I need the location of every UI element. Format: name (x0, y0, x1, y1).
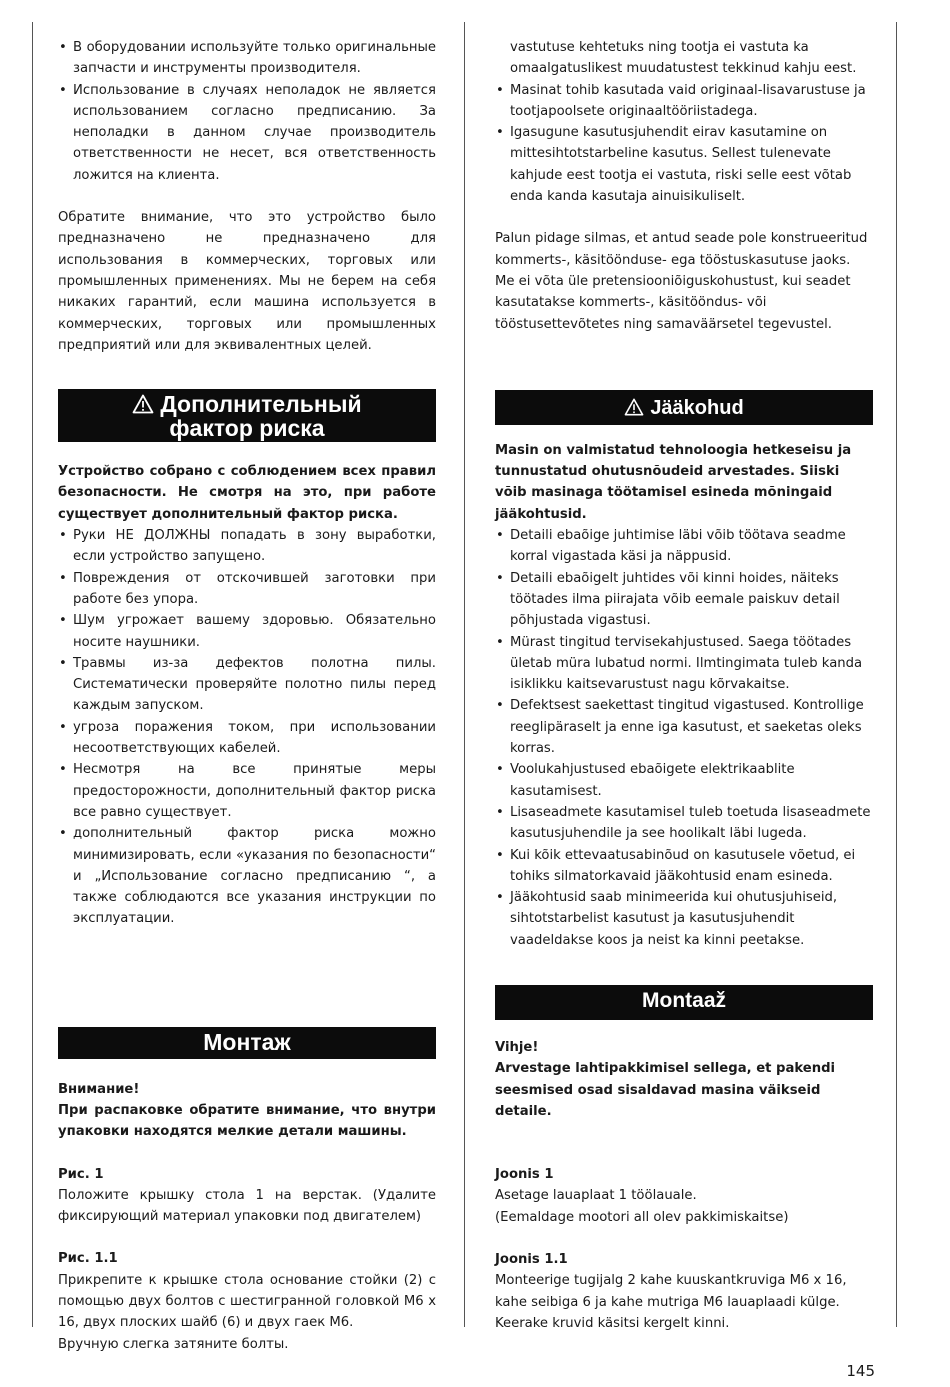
et-risk-heading (495, 390, 873, 425)
et-risk-title: Jääkohud (650, 396, 744, 419)
ru-fig11-text: Прикрепите к крышке стола основание стойки (2) с помощью двух болтов с шестигранной головкой М6 х 16, двух плоских шайб (6) и двух гаек М6. (58, 1272, 436, 1331)
list-item: • Voolukahjustused ebaõigete elektrikaablite kasutamisest. (495, 759, 873, 802)
list-item: • дополнительный фактор риска можно минимизировать, если «указания по безопасности“ и „Использование согласно предписанию “, а также соблюдаются все указания инструкции по эксплуатации. (58, 823, 436, 929)
ru-intro-paragraph: Обратите внимание, что это устройство было предназначено не предназначено для использования в коммерческих, торговых или промышленных применениях. Мы не берем на себя никаких гарантий, если машина используется в коммерческих, торговых или промышленных предприятий или для эквивалентных целей. (58, 210, 436, 353)
page-number: 145 (846, 1362, 875, 1380)
center-column-rule (464, 22, 465, 1327)
list-item: • Detaili ebaõigelt juhtides või kinni hoides, näiteks töötades ilma piirajata võib eemale paiskuv detail põhjustada vigastusi. (495, 568, 873, 632)
ru-fig11-label: Рис. 1.1 (58, 1251, 118, 1267)
list-item: • Использование в случаях неполадок не является использованием согласно предписанию. За неполадки в данном случае производитель ответственности не несет, вся ответственность ложится на клиента. (58, 80, 436, 186)
list-item: • Lisaseadmete kasutamisel tuleb toetuda lisaseadmete kasutusjuhendile ja see hoolikalt läbi lugeda. (495, 802, 873, 845)
list-item: • Defektsest saekettast tingitud vigastused. Kontrollige reeglipäraselt ja enne iga kasutust, et saeketas oleks korras. (495, 695, 873, 759)
et-intro-paragraph: Palun pidage silmas, et antud seade pole konstrueeritud kommerts-, käsitöönduse- ega tööstuskasutuse jaoks. Me ei võta üle pretensiooniõiguskohustust, kui seadet kasutatakse kommerts-, käsitööndus- või tööstusettevõtetes ning samaväärsetel tegevustel. (495, 231, 868, 332)
warning-triangle-icon (132, 394, 154, 417)
list-item: • Detaili ebaõige juhtimise läbi võib töötava seadme korral vigastada käsi ja näppusid. (495, 525, 873, 568)
list-item: • В оборудовании используйте только оригинальные запчасти и инструменты производителя. (58, 37, 436, 80)
warning-triangle-icon (624, 397, 644, 419)
right-margin-rule (896, 22, 897, 1327)
list-item: • угроза поражения током, при использовании несоответствующих кабелей. (58, 717, 436, 760)
ru-note-label: Внимание! (58, 1081, 140, 1097)
et-note-text: Arvestage lahtipakkimisel sellega, et pakendi seesmised osad sisaldavad masina väikseid detaile. (495, 1061, 836, 1119)
et-fig11-text1: Monteerige tugijalg 2 kahe kuuskantkruviga M6 x 16, kahe seibiga 6 ja kahe mutriga M6 lauaplaadi külge. (495, 1273, 847, 1310)
et-risk-intro: Masin on valmistatud tehnoloogia hetkeseisu ja tunnustatud ohutusnõudeid arvestades. Siiski võib masinaga töötamisel esineda mõningaid jääkohtusid. (495, 442, 852, 522)
list-item: vastutuse kehtetuks ning tootja ei vastuta ka omaalgatuslikest muudatustest tekkinud kahju eest. (510, 40, 857, 77)
list-item: • Mürast tingitud tervisekahjustused. Saega töötades ületab müra lubatud normi. Ilmtingimata tuleb kanda isiklikku kaitsevarustust nagu kõrvakaitse. (495, 632, 873, 696)
list-item: • Jääkohtusid saab minimeerida kui ohutusjuhiseid, sihtotstarbelist kasutust ja kasutusjuhendit vaadeldakse koos ja neist ka kinni peetakse. (495, 887, 873, 951)
list-item: • Несмотря на все принятые меры предосторожности, дополнительный фактор риска все равно существует. (58, 759, 436, 823)
ru-fig1-label: Рис. 1 (58, 1166, 104, 1182)
estonian-column (495, 37, 873, 1334)
et-fig11-text2: Keerake kruvid käsitsi kergelt kinni. (495, 1315, 730, 1331)
ru-fig11-text2: Вручную слегка затяните болты. (58, 1336, 289, 1352)
ru-note-text: При распаковке обратите внимание, что внутри упаковки находятся мелкие детали машины. (58, 1102, 436, 1140)
list-item: • Igasugune kasutusjuhendit eirav kasutamine on mittesihtotstarbeline kasutus. Sellest tulenevate kahjude eest tootja ei vastuta, riski selle eest võtab enda kanda kasutaja ainuisikuliselt. (495, 122, 873, 207)
list-item: • Kui kõik ettevaatusabinõud on kasutusele võetud, ei tohiks silmatorkavaid jääkohtusid enam esineda. (495, 845, 873, 888)
ru-fig1-text: Положите крышку стола 1 на верстак. (Удалите фиксирующий материал упаковки под двигателем) (58, 1187, 436, 1225)
et-fig1-text1: Asetage lauaplaat 1 töölauale. (495, 1188, 697, 1204)
list-item: • Травмы из-за дефектов полотна пилы. Систематически проверяйте полотно пилы перед каждым запуском. (58, 653, 436, 717)
left-margin-rule (32, 22, 33, 1327)
ru-risk-bullet-list (58, 525, 436, 930)
list-item: • Masinat tohib kasutada vaid originaal-lisavarustuse ja tootjapoolsete originaaltööriistadega. (495, 80, 873, 123)
list-item: • Шум угрожает вашему здоровью. Обязательно носите наушники. (58, 610, 436, 653)
et-assembly-heading: Montaaž (495, 985, 873, 1020)
et-note-label: Vihje! (495, 1039, 539, 1055)
ru-risk-heading (58, 389, 436, 442)
ru-risk-title-line2: фактор риска (169, 415, 325, 442)
ru-risk-intro: Устройство собрано с соблюдением всех правил безопасности. Не смотря на это, при работе существует дополнительный фактор риска. (58, 464, 436, 522)
ru-risk-title-line1: Дополнительный (160, 391, 362, 418)
ru-intro-bullet-list (58, 37, 436, 186)
ru-assembly-heading: Монтаж (58, 1027, 436, 1059)
list-item: • Повреждения от отскочившей заготовки при работе без упора. (58, 568, 436, 611)
list-item: • Руки НЕ ДОЛЖНЫ попадать в зону выработки, если устройство запущено. (58, 525, 436, 568)
et-fig1-label: Joonis 1 (495, 1167, 554, 1183)
et-fig1-text2: (Eemaldage mootori all olev pakkimiskaitse) (495, 1209, 789, 1225)
et-risk-bullet-list (495, 525, 873, 951)
et-fig11-label: Joonis 1.1 (495, 1252, 568, 1268)
russian-column (58, 37, 436, 1355)
et-intro-bullet-list (495, 37, 873, 207)
